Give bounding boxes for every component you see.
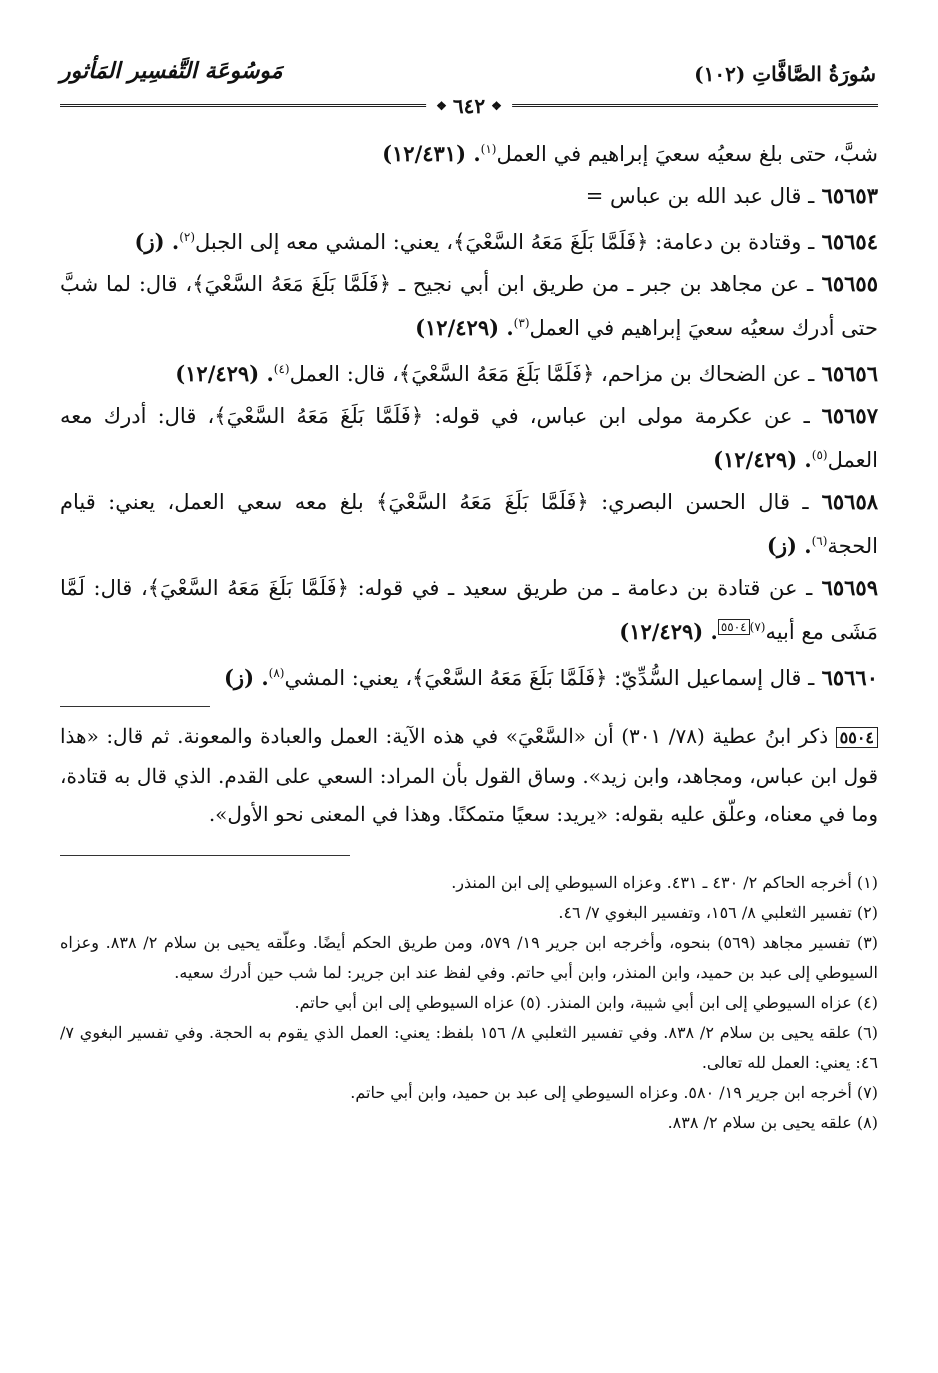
entry-e6 <box>60 482 878 566</box>
document-page <box>60 40 878 1340</box>
page-number <box>426 94 512 118</box>
ornament-icon: ❖ <box>491 99 502 113</box>
commentary-rule <box>60 706 210 707</box>
entry-source: . (١٢/٤٣١) <box>382 141 481 166</box>
entry-number: ٦٥٦٥٥ <box>813 271 878 296</box>
commentary-text: ذكر ابنُ عطية (٧٨/ ٣٠١) أن «السَّعْيَ» في هذه الآية: العمل والعبادة والمعونة. ثم قال: «هذا قول ابن عباس، ومجاهد، وابن زيد». وساق القول بأن المراد: السعي على القدم. الذي قال به قتادة، وما في معناه، وعلّق عليه بقوله: «يريد: سعيًا متمكنًا. وهذا في المعنى نحو الأول». <box>60 724 878 826</box>
commentary-ref[interactable]: ٥٥٠٤ <box>718 619 750 635</box>
entry-source: . (١٢/٤٢٩) <box>619 619 718 644</box>
entry-text: ـ قال إسماعيل السُّدِّيّ: ﴿فَلَمَّا بَلَغَ مَعَهُ السَّعْيَ﴾، يعني: المشي <box>284 666 815 690</box>
entry-number: ٦٥٦٥٦ <box>814 361 878 386</box>
entry-source: . (ز) <box>134 229 180 254</box>
entry-e1 <box>60 176 878 216</box>
footnote-ref[interactable]: (٨) <box>268 666 285 680</box>
footnote: (٤) عزاه السيوطي إلى ابن أبي شيبة، وابن المنذر. (٥) عزاه السيوطي إلى ابن أبي حاتم. <box>294 993 878 1012</box>
entry-e8 <box>60 654 878 698</box>
ornament-icon: ❖ <box>436 99 447 113</box>
footnote-ref[interactable]: (٣) <box>513 316 530 330</box>
entry-text: ـ عن مجاهد بن جبر ـ من طريق ابن أبي نجيح ـ ﴿فَلَمَّا بَلَغَ مَعَهُ السَّعْيَ﴾، قال: لما شبَّ حتى أدرك سعيُه سعيَ إبراهيم في العمل <box>60 272 878 340</box>
footnote-ref[interactable]: (٤) <box>273 362 290 376</box>
commentary <box>60 717 878 833</box>
footnote: (٧) أخرجه ابن جرير ١٩/ ٥٨٠. وعزاه السيوطي إلى عبد بن حميد، وابن أبي حاتم. <box>350 1083 878 1102</box>
entry-e5 <box>60 396 878 480</box>
entry-source: . (ز) <box>766 533 812 558</box>
footnote-ref[interactable]: (١) <box>480 142 497 156</box>
book-title: مَوسُوعَة التَّفسِير المَأثور <box>60 58 283 84</box>
commentary-marker: ٥٥٠٤ <box>836 727 878 748</box>
surah-title: سُورَةُ الصَّافَّاتِ (١٠٢) <box>694 62 876 86</box>
entry-e7 <box>60 568 878 652</box>
entry-e0 <box>60 130 878 174</box>
footnotes <box>60 868 878 1138</box>
entry-number: ٦٥٦٥٨ <box>808 489 879 514</box>
entry-text: ـ وقتادة بن دعامة: ﴿فَلَمَّا بَلَغَ مَعَهُ السَّعْيَ﴾، يعني: المشي معه إلى الجبل <box>195 230 815 254</box>
entry-e2 <box>60 218 878 262</box>
entry-source: . (١٢/٤٢٩) <box>175 361 274 386</box>
footnote: (٨) علقه يحيى بن سلام ٢/ ٨٣٨. <box>667 1113 878 1132</box>
entry-e3 <box>60 264 878 348</box>
footnote-ref[interactable]: (٦) <box>811 534 828 548</box>
footnote-ref[interactable]: (٥) <box>811 448 828 462</box>
footnote-rule <box>60 855 350 856</box>
entry-source: . (ز) <box>224 665 269 690</box>
entry-text: ـ قال عبد الله بن عباس = <box>585 184 815 208</box>
entry-text: ـ قال الحسن البصري: ﴿فَلَمَّا بَلَغَ مَعَهُ السَّعْيَ﴾ بلغ معه سعي العمل، يعني: قيام الحجة <box>60 490 878 558</box>
footnote: (٦) علقه يحيى بن سلام ٢/ ٨٣٨. وفي تفسير الثعلبي ٨/ ١٥٦ بلفظ: يعني: العمل الذي يقوم به الحجة. وفي تفسير البغوي ٧/ ٤٦: يعني: العمل لله تعالى. <box>60 1023 879 1072</box>
entry-e4 <box>60 350 878 394</box>
entry-text: ـ عن الضحاك بن مزاحم، ﴿فَلَمَّا بَلَغَ مَعَهُ السَّعْيَ﴾، قال: العمل <box>289 362 815 386</box>
page-number-text: ٦٤٢ <box>452 94 486 118</box>
page-header <box>60 58 878 118</box>
footnote: (٣) تفسير مجاهد (٥٦٩) بنحوه، وأخرجه ابن جرير ١٩/ ٥٧٩، ومن طريق الحكم أيضًا. وعلّقه يحيى بن سلام ٢/ ٨٣٨. وعزاه السيوطي إلى عبد بن حميد، وابن المنذر، وابن أبي حاتم. وفي لفظ عند ابن جرير: لما شب حين أدرك سعيه. <box>60 933 878 982</box>
footnote-ref[interactable]: (٧) <box>749 620 766 634</box>
entry-text: شبَّ، حتى بلغ سعيُه سعيَ إبراهيم في العمل <box>496 142 878 166</box>
footnote: (١) أخرجه الحاكم ٢/ ٤٣٠ ـ ٤٣١. وعزاه السيوطي إلى ابن المنذر. <box>451 873 878 892</box>
main-text <box>60 130 878 1138</box>
entry-text: ـ عن عكرمة مولى ابن عباس، في قوله: ﴿فَلَمَّا بَلَغَ مَعَهُ السَّعْيَ﴾، قال: أدرك معه العمل <box>60 404 878 472</box>
entry-number: ٦٥٦٥٤ <box>814 229 878 254</box>
footnote: (٢) تفسير الثعلبي ٨/ ١٥٦، وتفسير البغوي ٧/ ٤٦. <box>558 903 878 922</box>
entry-text: ـ عن قتادة بن دعامة ـ من طريق سعيد ـ في قوله: ﴿فَلَمَّا بَلَغَ مَعَهُ السَّعْيَ﴾، قال: لَمَّا مَشَى مع أبيه <box>60 576 878 644</box>
entry-source: . (١٢/٤٢٩) <box>713 447 812 472</box>
footnote-ref[interactable]: (٢) <box>179 230 196 244</box>
entry-number: ٦٥٦٥٣ <box>814 183 878 208</box>
hadith-entries <box>60 130 878 698</box>
entry-number: ٦٥٦٦٠ <box>814 665 878 690</box>
entry-source: . (١٢/٤٢٩) <box>415 315 514 340</box>
entry-number: ٦٥٦٥٧ <box>809 403 878 428</box>
entry-number: ٦٥٦٥٩ <box>812 575 878 600</box>
